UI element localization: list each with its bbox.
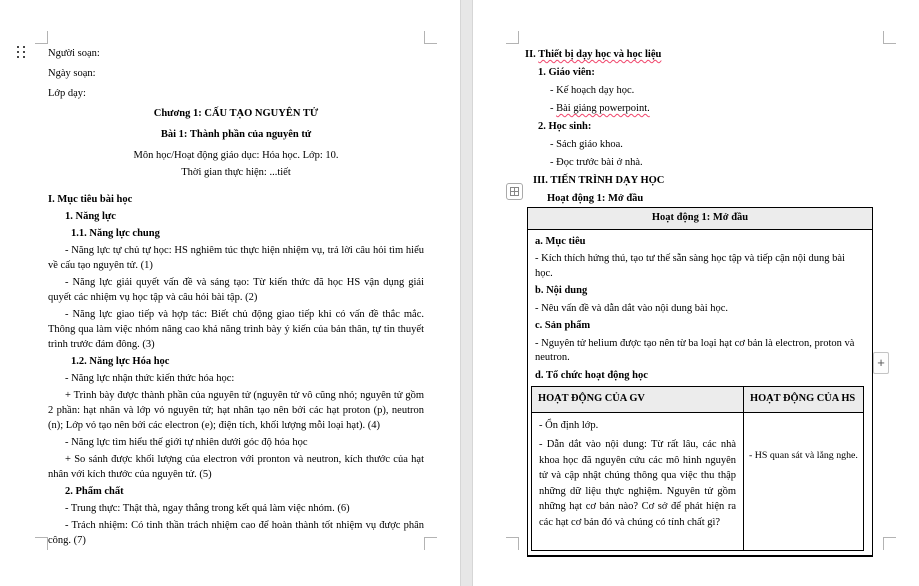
subject-line: Môn học/Hoạt động giáo dục: Hóa học. Lớp: 10. [133, 150, 339, 161]
body-paragraph: + Trình bày được thành phần của nguyên tử (nguyên tử vô cũng nhỏ; nguyên tử gồm 2 phần: hạt nhân và lớp vỏ nguyên tử; hạt nhân tạo nên bởi các hạt proton (p), neutron (n); Lớp vỏ tạo nên bởi các electron (e); điện tích, khối lượng mỗi loại hạt). (4) [48, 390, 424, 431]
hs-cell [744, 412, 864, 550]
organization-heading: d. Tổ chức hoạt động học [535, 369, 648, 381]
margin-corner-mark [883, 537, 896, 550]
insert-row-button[interactable]: + [873, 352, 889, 374]
table-grid-icon [510, 187, 519, 196]
subsection-heading: 1. Giáo viên: [538, 67, 595, 78]
body-paragraph: + So sánh được khối lượng của electron với pronton và neutron, kích thước của hạt nhân với kích thước của nguyên tử. (5) [48, 454, 424, 480]
margin-corner-mark [35, 537, 48, 550]
margin-corner-mark [424, 537, 437, 550]
gv-line: - Dẫn dắt vào nội dung: Từ rất lâu, các nhà khoa học đã nguyên cứu các mô hình nguyên tử và cập nhật chúng thông qua việc thu thập những dữ liệu thực nghiệm. Nguyên tử gồm những hạt cơ bản nào? Cơ sở để phát hiện ra các hạt cơ bản đó và chúng có tính chất gì? [539, 439, 736, 528]
section-heading: I. Mục tiêu bài học [48, 194, 133, 205]
content-text: - Nêu vấn đề và dẫn dắt vào nội dung bài học. [535, 302, 729, 314]
meta-line: Lớp dạy: [48, 88, 86, 99]
gv-line: - Ổn định lớp. [539, 419, 599, 431]
chapter-title: Chương 1: CẤU TẠO NGUYÊN TỬ [153, 108, 319, 119]
page2-content [519, 47, 883, 557]
meta-line: Người soạn: [48, 48, 100, 59]
margin-corner-mark [883, 31, 896, 44]
gv-cell [532, 412, 744, 550]
margin-corner-mark [35, 31, 48, 44]
product-text: - Nguyên tử helium được tạo nên từ ba loại hạt cơ bản là electron, proton và neutron. [535, 337, 855, 363]
activity-table-title: Hoạt động 1: Mở đầu [528, 208, 873, 230]
body-paragraph: - Năng lực tự chủ tự học: HS nghiêm túc thực hiện nhiệm vụ, trả lời câu hỏi tìm hiểu về cấu tạo nguyên tử. (1) [48, 245, 424, 271]
gv-hs-table [531, 386, 864, 551]
hs-line: - HS quan sát và lắng nghe. [749, 449, 858, 461]
body-paragraph: - Năng lực tìm hiểu thế giới tự nhiên dưới góc độ hóa học [65, 437, 308, 448]
activity-table-body-cell [528, 229, 873, 556]
list-item: - Sách giáo khoa. [550, 139, 623, 150]
margin-corner-mark [506, 537, 519, 550]
activity-heading: Hoạt động 1: Mở đầu [547, 193, 644, 204]
body-paragraph: - Trách nhiệm: Có tinh thần trách nhiệm cao để hoàn thành tốt nhiệm vụ được phân công. (7) [48, 520, 424, 546]
objective-text: - Kích thích hứng thú, tạo tư thế sẵn sàng học tập và tiếp cận nội dung bài học. [535, 253, 845, 279]
body-paragraph: - Trung thực: Thật thà, ngay thẳng trong kết quả làm việc nhóm. (6) [65, 503, 350, 514]
duration-line: Thời gian thực hiện: ...tiết [181, 167, 291, 178]
subsection-heading: 1.1. Năng lực chung [71, 228, 160, 239]
product-heading: c. Sản phẩm [535, 320, 591, 331]
hs-column-header: HOẠT ĐỘNG CỦA HS [744, 387, 864, 413]
body-paragraph: - Năng lực nhận thức kiến thức hóa học: [65, 373, 235, 384]
drag-handle-icon[interactable] [17, 46, 29, 62]
subsection-heading: 1.2. Năng lực Hóa học [71, 356, 170, 367]
subsection-heading: 1. Năng lực [65, 211, 116, 222]
item-prefix: - [550, 103, 557, 114]
page-2[interactable] [472, 0, 919, 586]
list-item [519, 101, 883, 116]
subsection-heading: 2. Phẩm chất [65, 486, 124, 497]
list-item: - Kế hoạch dạy học. [550, 85, 635, 96]
page1-content [48, 46, 424, 550]
heading-prefix: II. [525, 49, 539, 60]
spellcheck-underlined-text: Thiết bị dạy học và học liệu [538, 49, 662, 60]
content-heading: b. Nội dung [535, 285, 588, 296]
list-item: - Đọc trước bài ở nhà. [550, 157, 643, 168]
body-paragraph: - Năng lực giao tiếp và hợp tác: Biết chủ động giao tiếp khi có vấn đề thắc mắc. Thông qua làm việc nhóm nâng cao khả năng trình bày ý kiến của bản thân, tự tin thuyết trình trước đám đông. (3) [48, 309, 424, 350]
subsection-heading: 2. Học sinh: [538, 121, 592, 132]
objective-heading: a. Mục tiêu [535, 235, 586, 247]
gv-column-header: HOẠT ĐỘNG CỦA GV [532, 387, 744, 413]
margin-corner-mark [424, 31, 437, 44]
spellcheck-underlined-text: Bài giảng powerpoint. [556, 103, 650, 114]
body-paragraph: - Năng lực giải quyết vấn đề và sáng tạo: Từ kiến thức đã học HS vận dụng giải quyết các nhiệm vụ học tập và câu hỏi bài tập. (2) [48, 277, 424, 303]
activity-table [527, 207, 873, 557]
meta-line: Ngày soạn: [48, 68, 96, 79]
section-heading [519, 47, 883, 62]
section-heading: III. TIẾN TRÌNH DẠY HỌC [533, 175, 665, 186]
lesson-title: Bài 1: Thành phần của nguyên tử [160, 129, 312, 140]
margin-corner-mark [506, 31, 519, 44]
